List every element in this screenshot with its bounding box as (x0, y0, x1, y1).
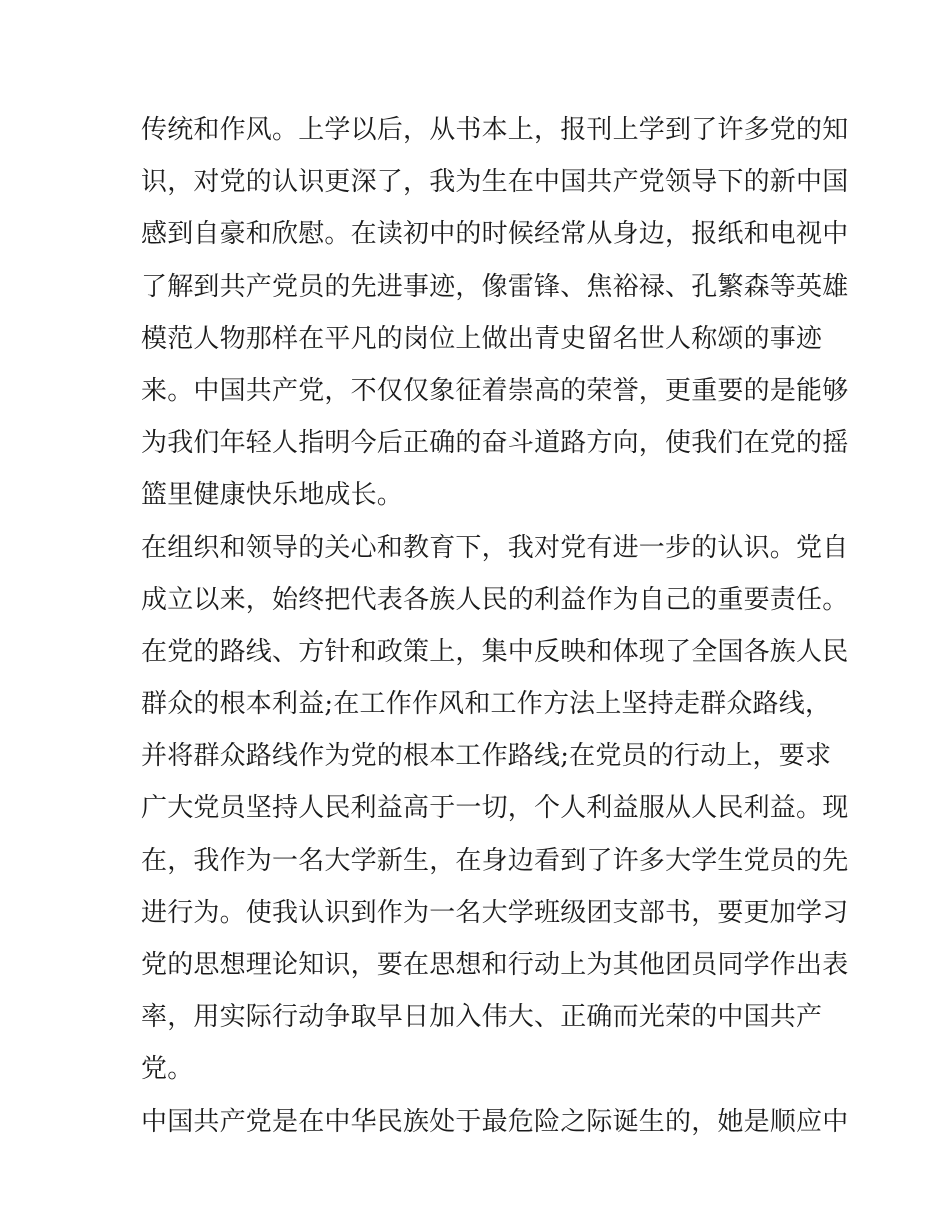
text-line: 来。中国共产党，不仅仅象征着崇高的荣誉，更重要的是能够 (141, 375, 849, 406)
text-line: 并将群众路线作为党的根本工作路线;在党员的行动上，要求 (141, 741, 832, 772)
text-line: 在党的路线、方针和政策上，集中反映和体现了全国各族人民 (141, 636, 849, 667)
text-line: 识，对党的认识更深了，我为生在中国共产党领导下的新中国 (141, 167, 849, 198)
text-line: 率，用实际行动争取早日加入伟大、正确而光荣的中国共产 (141, 1002, 823, 1033)
body-text (141, 104, 849, 1148)
text-line: 模范人物那样在平凡的岗位上做出青史留名世人称颂的事迹 (141, 323, 823, 354)
text-line: 成立以来，始终把代表各族人民的利益作为自己的重要责任。 (141, 584, 849, 615)
text-line: 传统和作风。上学以后，从书本上，报刊上学到了许多党的知 (141, 115, 849, 145)
text-line: 了解到共产党员的先进事迹，像雷锋、焦裕禄、孔繁森等英雄 (141, 271, 849, 302)
text-line: 在，我作为一名大学新生，在身边看到了许多大学生党员的先 (141, 845, 849, 876)
text-line: 党。 (141, 1054, 194, 1085)
text-line: 广大党员坚持人民利益高于一切，个人利益服从人民利益。现 (141, 793, 849, 824)
text-line: 在组织和领导的关心和教育下，我对党有进一步的认识。党自 (141, 532, 849, 563)
text-line: 党的思想理论知识，要在思想和行动上为其他团员同学作出表 (141, 950, 849, 980)
text-line: 篮里健康快乐地成长。 (141, 480, 404, 511)
text-line: 进行为。使我认识到作为一名大学班级团支部书，要更加学习 (141, 897, 849, 928)
text-line: 中国共产党是在中华民族处于最危险之际诞生的，她是顺应中 (141, 1106, 849, 1137)
text-line: 感到自豪和欣慰。在读初中的时候经常从身边，报纸和电视中 (141, 219, 849, 250)
text-line: 为我们年轻人指明今后正确的奋斗道路方向，使我们在党的摇 (141, 428, 849, 459)
text-line: 群众的根本利益;在工作作风和工作方法上坚持走群众路线， (141, 689, 832, 720)
